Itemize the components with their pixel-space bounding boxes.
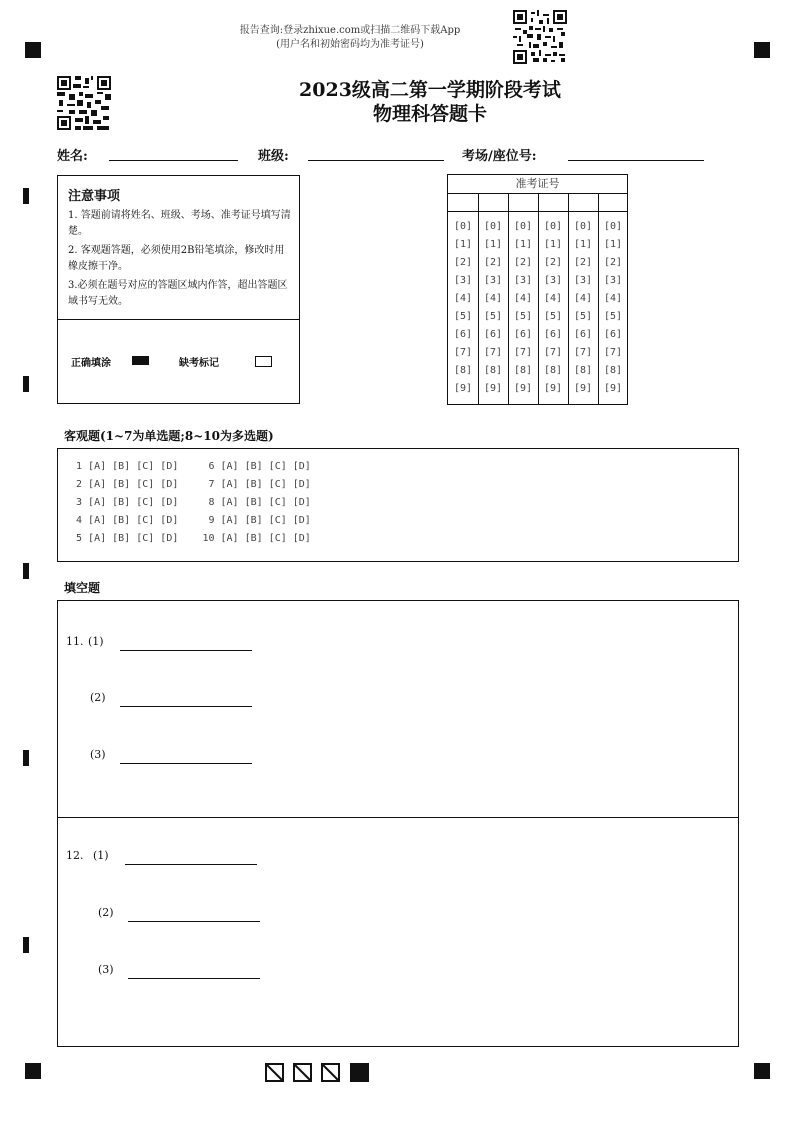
class-field[interactable] [308,160,444,161]
corner-marker-top-right [754,42,770,58]
exam-id-digit-bubble[interactable]: [1] [454,239,473,250]
page-marks [265,1063,371,1083]
exam-id-digit-bubble[interactable]: [9] [544,383,563,394]
q11-number: 11. [66,635,84,648]
q12-sub1-answer-line[interactable] [125,864,257,865]
exam-id-digit-bubble[interactable]: [9] [514,383,533,394]
room-seat-field[interactable] [568,160,704,161]
exam-id-digit-bubble[interactable]: [5] [604,311,623,322]
exam-id-column-divider [598,193,599,404]
exam-id-digit-bubble[interactable]: [2] [514,257,533,268]
correct-fill-label: 正确填涂 [71,358,111,369]
corner-marker-bottom-right [754,1063,770,1079]
page-mark-filled-box [350,1063,369,1082]
exam-id-digit-bubble[interactable]: [1] [604,239,623,250]
corner-marker-top-left [25,42,41,58]
report-note-line1: 报告查询:登录zhixue.com或扫描二维码下载App [239,25,461,36]
exam-id-digit-bubble[interactable]: [0] [454,221,473,232]
report-query-note [180,24,520,52]
exam-id-digit-bubble[interactable]: [5] [484,311,503,322]
exam-id-digit-bubble[interactable]: [0] [514,221,533,232]
question-divider [58,817,738,818]
exam-id-column-divider [538,193,539,404]
q11-sub2-answer-line[interactable] [120,706,252,707]
objective-row-2[interactable]: 2 [A] [B] [C] [D] 7 [A] [B] [C] [D] [70,479,311,490]
exam-id-digit-bubble[interactable]: [0] [574,221,593,232]
objective-row-1[interactable]: 1 [A] [B] [C] [D] 6 [A] [B] [C] [D] [70,461,311,472]
objective-row-5[interactable]: 5 [A] [B] [C] [D] 10 [A] [B] [C] [D] [70,533,311,544]
exam-id-write-cell[interactable] [478,193,508,212]
exam-id-digit-bubble[interactable]: [6] [454,329,473,340]
side-timing-mark [23,937,29,953]
exam-id-digit-bubble[interactable]: [6] [514,329,533,340]
exam-id-digit-bubble[interactable]: [4] [514,293,533,304]
q12-sub3-answer-line[interactable] [128,978,260,979]
exam-id-digit-bubble[interactable]: [2] [484,257,503,268]
exam-id-digit-bubble[interactable]: [8] [544,365,563,376]
exam-title-line1: 2023级高二第一学期阶段考试 [299,79,561,101]
exam-id-digit-bubble[interactable]: [3] [484,275,503,286]
q11-sub2-label: (2) [90,691,106,704]
q11-sub1-label: (1) [88,635,104,648]
absent-mark-box[interactable] [255,356,272,367]
exam-id-column-divider [478,193,479,404]
exam-id-digit-bubble[interactable]: [8] [514,365,533,376]
exam-id-title: 准考证号 [448,175,627,194]
notice-item-1: 1. 答题前请将姓名、班级、考场、准考证号填写清楚。 [68,210,291,237]
exam-id-digit-bubble[interactable]: [0] [604,221,623,232]
page-mark-slashed-box [294,1064,311,1081]
exam-id-digit-bubble[interactable]: [9] [484,383,503,394]
exam-id-digit-bubble[interactable]: [2] [544,257,563,268]
exam-id-digit-bubble[interactable]: [8] [574,365,593,376]
side-timing-mark [23,188,29,204]
side-timing-mark [23,563,29,579]
exam-id-write-cell[interactable] [568,193,598,212]
exam-id-digit-bubble[interactable]: [7] [574,347,593,358]
notice-divider [58,319,299,320]
exam-id-digit-bubble[interactable]: [6] [484,329,503,340]
exam-id-digit-bubble[interactable]: [5] [574,311,593,322]
absent-mark-label: 缺考标记 [179,358,219,369]
notice-heading: 注意事项 [68,189,121,204]
exam-id-digit-bubble[interactable]: [1] [544,239,563,250]
page-mark-slashed-box [322,1064,339,1081]
exam-id-digit-bubble[interactable]: [4] [454,293,473,304]
answer-sheet-qr-code [57,76,111,130]
notice-item-2: 2. 客观题答题，必须使用2B铅笔填涂，修改时用橡皮擦干净。 [68,245,285,272]
exam-id-digit-bubble[interactable]: [5] [514,311,533,322]
app-download-qr-code[interactable] [513,10,567,64]
side-timing-mark [23,750,29,766]
q12-sub2-label: (2) [98,906,114,919]
exam-id-column-divider [508,193,509,404]
exam-id-column-divider [568,193,569,404]
fill-in-answer-box [57,600,739,1047]
exam-id-digit-bubble[interactable]: [2] [454,257,473,268]
exam-id-digit-bubble[interactable]: [8] [604,365,623,376]
exam-id-write-cell[interactable] [538,193,568,212]
objective-section-title: 客观题(1~7为单选题;8~10为多选题) [64,429,274,443]
exam-id-digit-bubble[interactable]: [5] [454,311,473,322]
exam-id-digit-bubble[interactable]: [5] [544,311,563,322]
exam-title-line2: 物理科答题卡 [372,103,487,125]
exam-title [200,78,660,126]
exam-id-digit-bubble[interactable]: [1] [574,239,593,250]
objective-answer-box [57,448,739,562]
exam-id-digit-bubble[interactable]: [9] [574,383,593,394]
q12-sub1-label: (1) [93,849,109,862]
exam-id-digit-bubble[interactable]: [4] [574,293,593,304]
q11-sub3-answer-line[interactable] [120,763,252,764]
page-mark-slashed-box [266,1064,283,1081]
objective-row-3[interactable]: 3 [A] [B] [C] [D] 8 [A] [B] [C] [D] [70,497,311,508]
exam-id-digit-bubble[interactable]: [8] [484,365,503,376]
room-seat-label: 考场/座位号: [462,149,537,164]
q12-sub2-answer-line[interactable] [128,921,260,922]
exam-id-digit-bubble[interactable]: [3] [604,275,623,286]
q12-number: 12. [66,849,84,862]
exam-id-digit-bubble[interactable]: [4] [604,293,623,304]
exam-id-digit-bubble[interactable]: [3] [454,275,473,286]
exam-id-digit-bubble[interactable]: [9] [604,383,623,394]
exam-id-digit-bubble[interactable]: [2] [604,257,623,268]
exam-id-digit-bubble[interactable]: [6] [544,329,563,340]
report-note-line2: (用户名和初始密码均为准考证号) [276,39,424,50]
notice-box [57,175,300,404]
corner-marker-bottom-left [25,1063,41,1079]
exam-id-digit-bubble[interactable]: [1] [484,239,503,250]
exam-id-write-cell[interactable] [448,193,478,212]
q11-sub1-answer-line[interactable] [120,650,252,651]
exam-id-digit-bubble[interactable]: [7] [514,347,533,358]
exam-id-digit-bubble[interactable]: [7] [604,347,623,358]
exam-id-digit-bubble[interactable]: [3] [514,275,533,286]
q12-sub3-label: (3) [98,963,114,976]
fill-in-section-title: 填空题 [64,581,101,595]
exam-id-write-cell[interactable] [508,193,538,212]
exam-id-digit-bubble[interactable]: [7] [544,347,563,358]
exam-id-digit-bubble[interactable]: [6] [574,329,593,340]
exam-id-digit-bubble[interactable]: [8] [454,365,473,376]
exam-id-write-cell[interactable] [598,193,628,212]
exam-id-digit-bubble[interactable]: [9] [454,383,473,394]
name-label: 姓名: [57,149,88,164]
class-label: 班级: [258,149,289,164]
notice-item-3: 3.必须在题号对应的答题区域内作答，超出答题区域书写无效。 [68,280,288,307]
exam-id-digit-bubble[interactable]: [1] [514,239,533,250]
side-timing-mark [23,376,29,392]
correct-fill-sample [132,356,149,365]
exam-id-digit-bubble[interactable]: [4] [484,293,503,304]
exam-id-digit-bubble[interactable]: [3] [574,275,593,286]
exam-id-grid [447,174,628,405]
exam-id-digit-bubble[interactable]: [0] [544,221,563,232]
exam-id-digit-bubble[interactable]: [4] [544,293,563,304]
exam-id-digit-bubble[interactable]: [6] [604,329,623,340]
exam-id-digit-bubble[interactable]: [2] [574,257,593,268]
q11-sub3-label: (3) [90,748,106,761]
objective-row-4[interactable]: 4 [A] [B] [C] [D] 9 [A] [B] [C] [D] [70,515,311,526]
exam-id-digit-bubble[interactable]: [7] [454,347,473,358]
exam-id-digit-bubble[interactable]: [3] [544,275,563,286]
exam-id-digit-bubble[interactable]: [7] [484,347,503,358]
name-field[interactable] [109,160,238,161]
exam-id-digit-bubble[interactable]: [0] [484,221,503,232]
